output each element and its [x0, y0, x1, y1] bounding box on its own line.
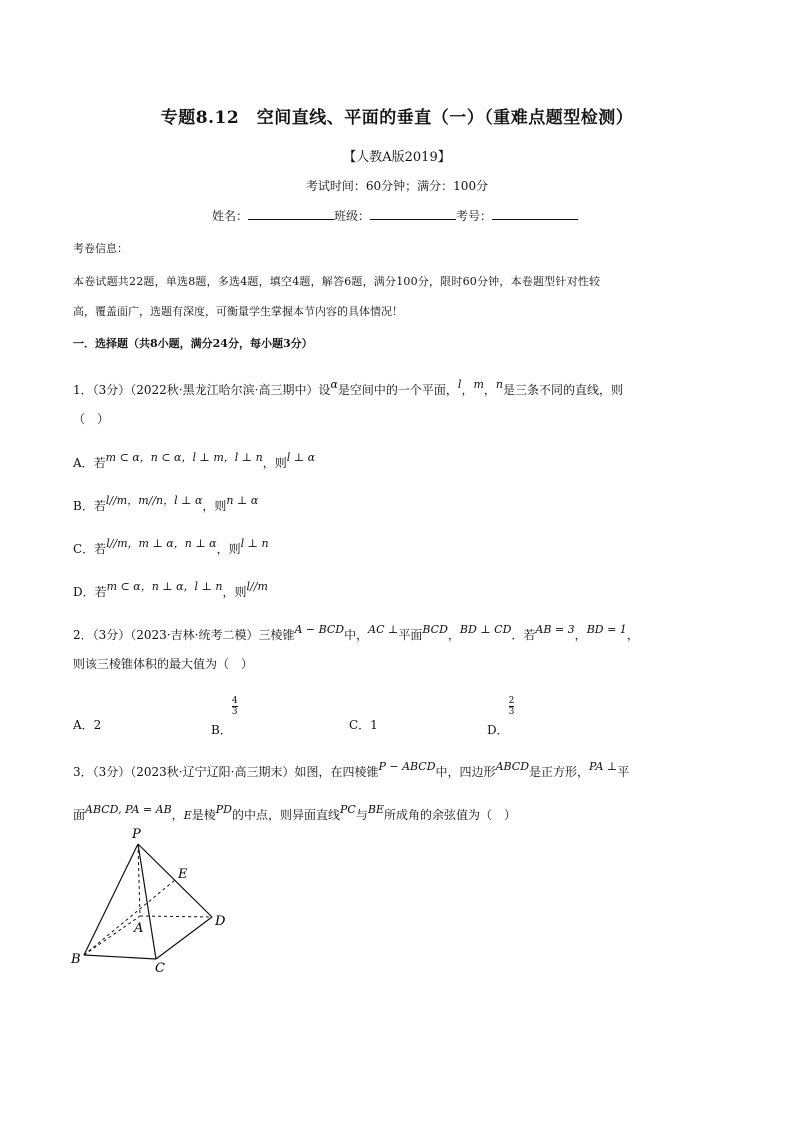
q2-math-4: BD ⊥ CD [459, 623, 512, 636]
id-label: 考号： [456, 209, 493, 223]
q2-text-d: ， [447, 628, 460, 642]
q1-paren: （ ） [73, 412, 110, 426]
q2-d-pre: D． [487, 723, 509, 737]
info-line-2: 高，覆盖面广，选题有深度，可衡量学生掌握本节内容的具体情况！ [73, 305, 403, 318]
q1-d-math: m ⊂ α，n ⊥ α，l ⊥ n [106, 580, 223, 593]
q2-b-num: 4 [231, 696, 238, 706]
q2-math-2: AC ⊥ [368, 623, 399, 636]
q1-text-b: 是空间中的一个平面， [337, 383, 458, 397]
q2-text-a: 2．（3分）（2023·吉林·统考二模）三棱锥 [73, 628, 295, 642]
q1-math-alpha: α [330, 378, 338, 391]
label-p: P [132, 827, 141, 842]
q1-d-then: ，则 [222, 585, 247, 599]
q1-b-math: l//m，m//n，l ⊥ α [105, 494, 203, 507]
q1-c-math: l//m，m ⊥ α，n ⊥ α [106, 537, 217, 550]
q2-option-c[interactable]: C．1 [349, 718, 378, 732]
class-label: 班级： [334, 209, 371, 223]
q2-stem [73, 623, 639, 643]
edge-bc [84, 955, 156, 959]
q3-math-5: E [183, 809, 192, 822]
id-blank [492, 207, 578, 220]
q1-c-pre: C．若 [73, 542, 107, 556]
label-c: C [155, 961, 165, 976]
q2-option-a[interactable]: A．2 [73, 718, 102, 732]
q2-line-2: 则该三棱锥体积的最大值为（ ） [73, 657, 254, 671]
q3-math-3: PA ⊥ [589, 760, 618, 773]
edge-cd [156, 917, 212, 959]
q1-a-pre: A．若 [73, 456, 106, 470]
q1-option-a[interactable] [73, 451, 316, 471]
q3-math-7: PC [339, 803, 356, 816]
q2-text-g: ， [626, 628, 639, 642]
edge-ba [84, 916, 140, 955]
q1-c-then: ，则 [216, 542, 241, 556]
edge-ad [140, 916, 212, 917]
q2-text-c: 平面 [398, 628, 423, 642]
q1-a-res: l ⊥ α [286, 451, 316, 464]
name-blank [248, 207, 334, 220]
q1-text-a: 1．（3分）（2022秋·黑龙江哈尔滨·高三期中）设 [73, 383, 331, 397]
q2-d-num: 2 [508, 696, 515, 706]
q1-text-c: 是三条不同的直线，则 [503, 383, 624, 397]
edge-pb [84, 844, 138, 955]
q1-math-m: m [473, 378, 484, 391]
label-d: D [215, 914, 226, 929]
q2-b-den: 3 [231, 707, 238, 717]
q3-text-i: 与 [355, 808, 368, 822]
q1-a-math: m ⊂ α，n ⊂ α，l ⊥ m，l ⊥ n [105, 451, 263, 464]
q2-math-3: BCD [422, 623, 448, 636]
q3-stem [73, 760, 630, 780]
q3-math-2: ABCD [495, 760, 530, 773]
exam-info: 考试时间：60分钟；满分：100分 [305, 179, 489, 193]
label-a: A [134, 921, 144, 936]
q1-d-res: l//m [246, 580, 268, 593]
q1-c-res: l ⊥ n [240, 537, 269, 550]
name-label: 姓名： [212, 209, 249, 223]
edition-label: 【人教A版2019】 [343, 150, 451, 165]
q1-math-n: n [495, 378, 503, 391]
q1-b-res: n ⊥ α [226, 494, 259, 507]
q1-b-pre: B．若 [73, 499, 106, 513]
label-b: B [71, 952, 81, 967]
q3-text-b: 中，四边形 [435, 765, 496, 779]
section-heading: 一．选择题（共8小题，满分24分，每小题3分） [73, 337, 313, 350]
q3-math-1: P − ABCD [378, 760, 436, 773]
segment-be [84, 880, 175, 955]
q2-d-fraction [509, 696, 515, 717]
q2-math-1: A − BCD [294, 623, 345, 636]
q1-option-d[interactable] [73, 580, 268, 600]
q2-d-den: 3 [508, 707, 515, 717]
q3-text-h: 的中点，则异面直线 [231, 808, 340, 822]
info-line-1: 本卷试题共22题，单选8题，多选4题，填空4题，解答6题，满分100分，限时60分钟，本卷题型针对性较 [73, 275, 601, 288]
q3-text-e: 面 [73, 808, 86, 822]
q3-math-4: ABCD, PA = AB [85, 803, 172, 816]
q2-option-d[interactable] [487, 696, 515, 737]
q1-option-b[interactable] [73, 494, 259, 514]
edge-pd [138, 844, 212, 917]
q3-text-g: 是棱 [191, 808, 216, 822]
q3-text-j: 所成角的余弦值为（ ） [383, 808, 516, 822]
pyramid-figure [60, 820, 250, 980]
page-title: 专题8.12 空间直线、平面的垂直（一）（重难点题型检测） [160, 108, 634, 128]
q2-math-6: BD = 1 [586, 623, 627, 636]
q3-text-d: 平 [617, 765, 630, 779]
label-e: E [178, 867, 188, 882]
class-blank [370, 207, 456, 220]
q3-text-f: ， [171, 808, 184, 822]
info-heading: 考卷信息： [73, 242, 128, 255]
q2-math-5: AB = 3 [535, 623, 575, 636]
q2-b-pre: B． [211, 723, 232, 737]
q1-math-l: l [457, 378, 462, 391]
q1-b-then: ，则 [202, 499, 227, 513]
edge-pc [138, 844, 156, 959]
q3-math-6: PD [215, 803, 232, 816]
q2-text-b: 中， [344, 628, 369, 642]
q1-d-pre: D．若 [73, 585, 107, 599]
q1-a-then: ，则 [262, 456, 287, 470]
q2-text-f: ， [574, 628, 587, 642]
student-fields [212, 207, 578, 224]
q1-stem: 1．（3分）（2022秋·黑龙江哈尔滨·高三期中）设α是空间中的一个平面，l，m，n是三条不同的直线，则 [73, 378, 624, 397]
q3-text-c: 是正方形， [529, 765, 590, 779]
q2-text-e: ．若 [511, 628, 536, 642]
q2-b-fraction [232, 696, 238, 717]
q2-option-b[interactable] [211, 696, 238, 737]
q3-text-a: 3．（3分）（2023秋·辽宁辽阳·高三期末）如图，在四棱锥 [73, 765, 379, 779]
q1-option-c[interactable] [73, 537, 269, 557]
q3-math-8: BE [367, 803, 384, 816]
